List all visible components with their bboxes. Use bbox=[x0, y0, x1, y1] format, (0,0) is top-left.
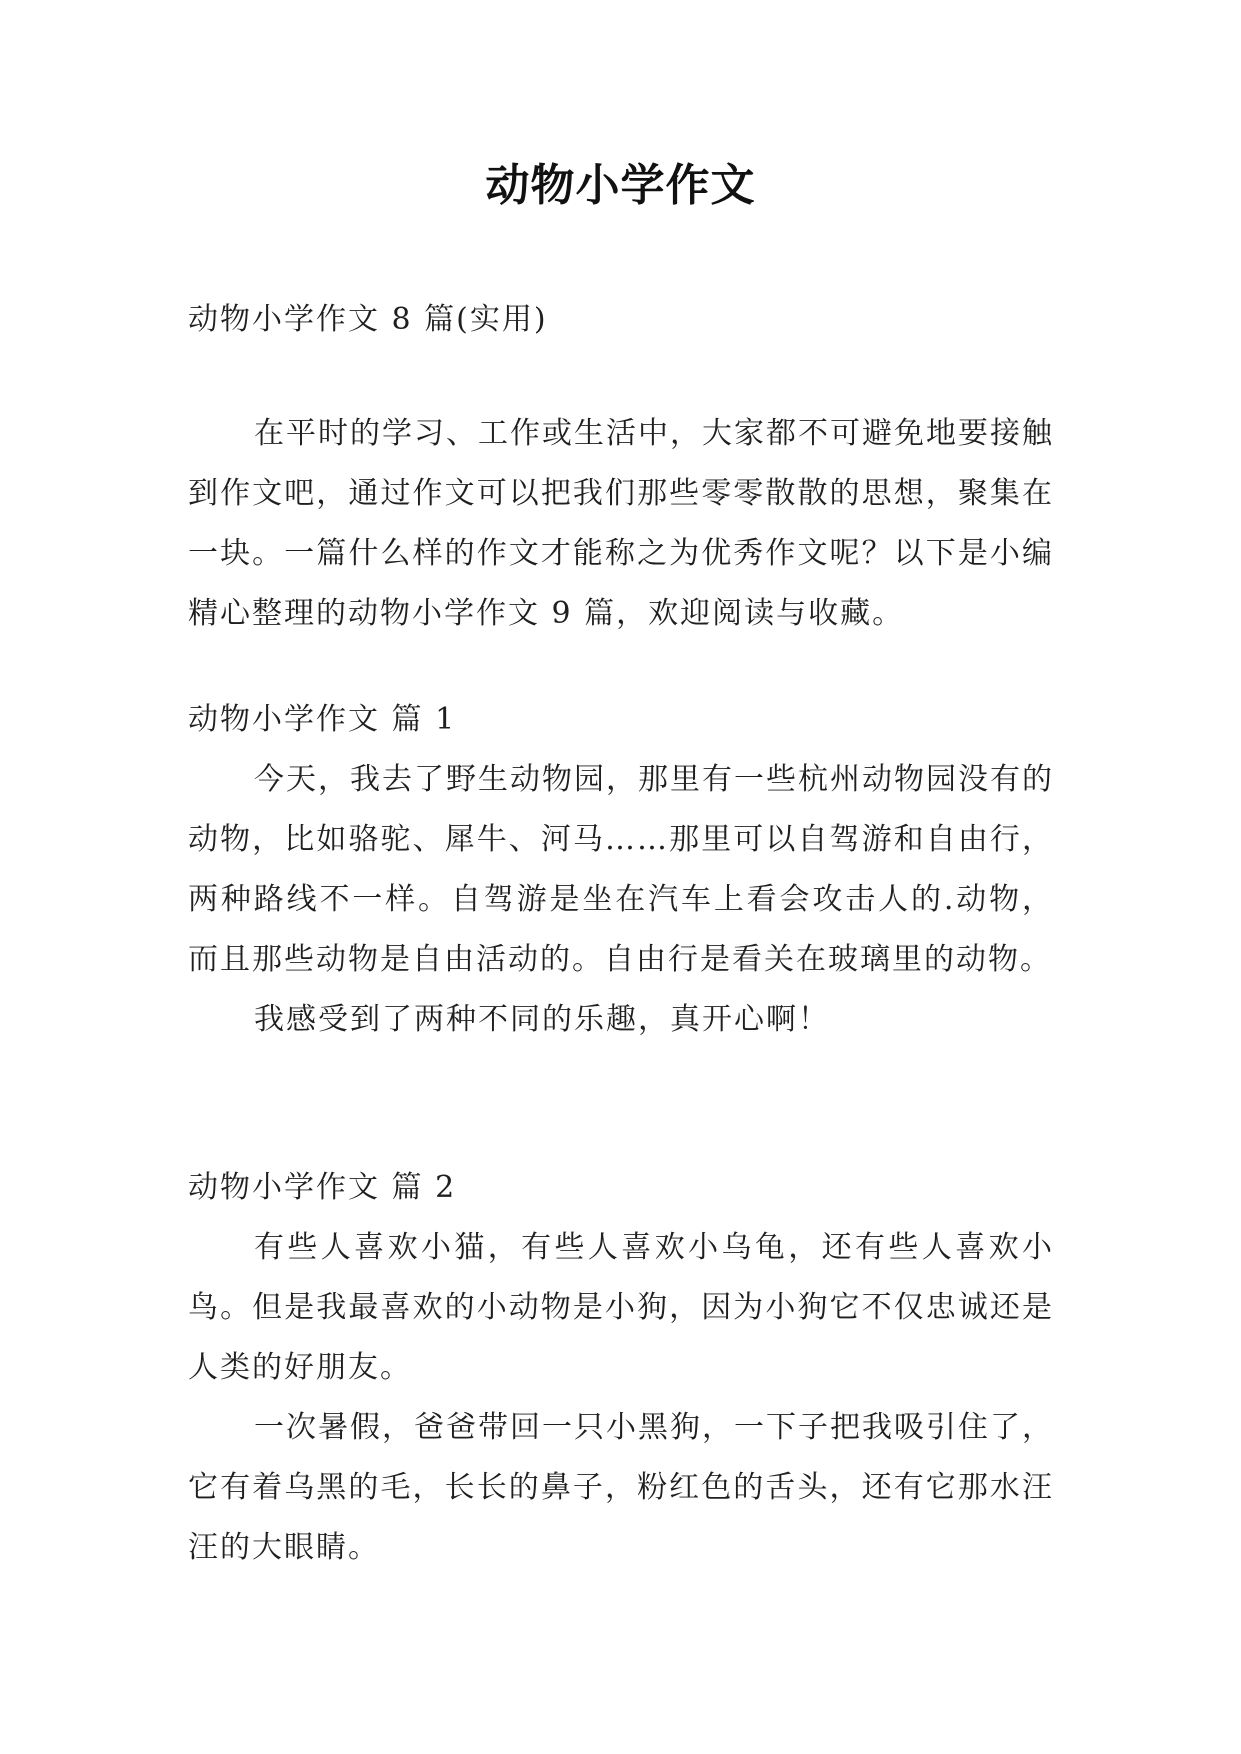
essay-section-1 bbox=[188, 690, 1054, 1050]
essay-section-2 bbox=[188, 1158, 1054, 1578]
section-paragraph: 今天，我去了野生动物园，那里有一些杭州动物园没有的动物，比如骆驼、犀牛、河马……那里可以自驾游和自由行，两种路线不一样。自驾游是坐在汽车上看会攻击人的.动物，而且那些动物是自由活动的。自由行是看关在玻璃里的动物。 bbox=[188, 762, 1054, 977]
section-paragraph: 一次暑假，爸爸带回一只小黑狗，一下子把我吸引住了，它有着乌黑的毛，长长的鼻子，粉红色的舌头，还有它那水汪汪的大眼睛。 bbox=[188, 1410, 1054, 1565]
section-paragraph: 我感受到了两种不同的乐趣，真开心啊！ bbox=[254, 1002, 830, 1037]
section-paragraph: 有些人喜欢小猫，有些人喜欢小乌龟，还有些人喜欢小鸟。但是我最喜欢的小动物是小狗，因为小狗它不仅忠诚还是人类的好朋友。 bbox=[188, 1230, 1054, 1385]
section-heading: 动物小学作文 篇 1 bbox=[188, 702, 457, 737]
intro-paragraph: 在平时的学习、工作或生活中，大家都不可避免地要接触到作文吧，通过作文可以把我们那些零零散散的思想，聚集在一块。一篇什么样的作文才能称之为优秀作文呢？以下是小编精心整理的动物小学作文 9 篇，欢迎阅读与收藏。 bbox=[188, 416, 1054, 631]
document-subtitle: 动物小学作文 8 篇(实用) bbox=[188, 302, 548, 337]
section-heading: 动物小学作文 篇 2 bbox=[188, 1170, 457, 1205]
page-title: 动物小学作文 bbox=[485, 160, 756, 211]
